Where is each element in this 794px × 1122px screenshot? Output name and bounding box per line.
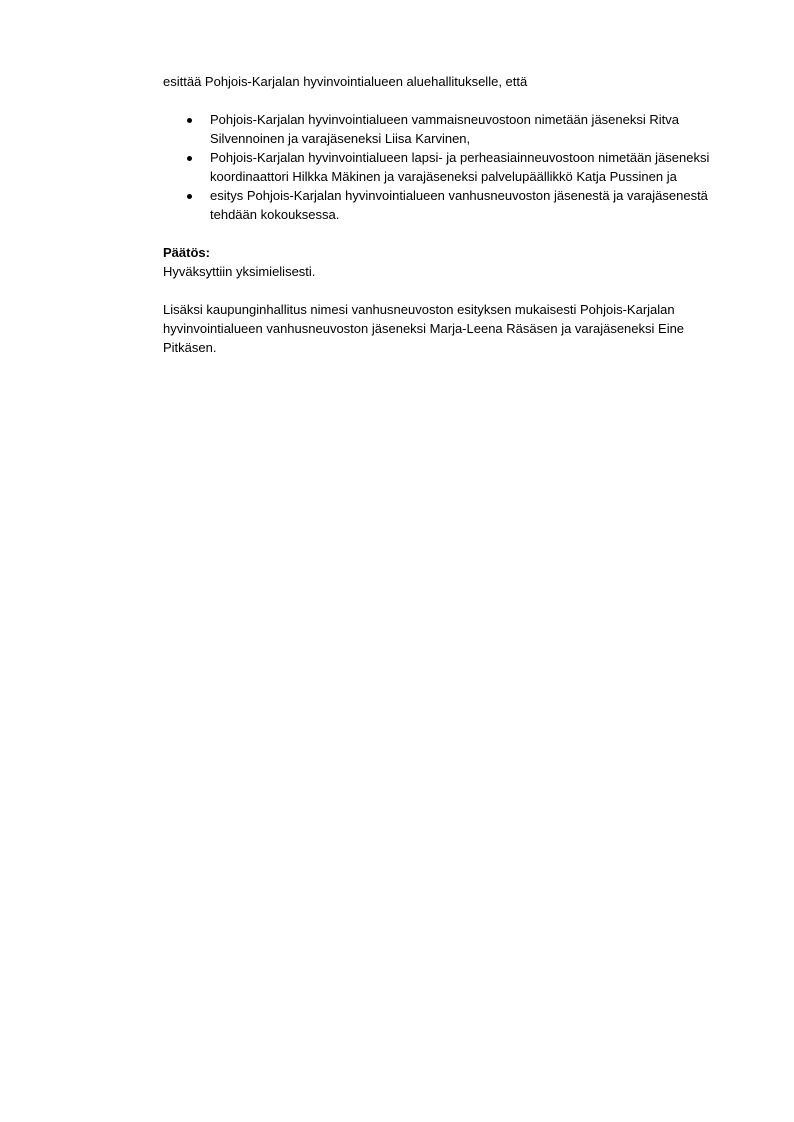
list-item	[163, 110, 733, 148]
bullet-icon	[187, 156, 192, 161]
list-item-text: Pohjois-Karjalan hyvinvointialueen lapsi- ja perheasiainneuvostoon nimetään jäseneksi koordinaattori Hilkka Mäkinen ja varajäseneksi palvelupäällikkö Katja Pussinen ja	[210, 150, 710, 184]
list-item	[163, 148, 733, 186]
bullet-icon	[187, 194, 192, 199]
list-item	[163, 186, 733, 224]
decision-text: Hyväksyttiin yksimielisesti.	[163, 264, 316, 279]
proposal-list	[163, 110, 733, 224]
additional-paragraph: Lisäksi kaupunginhallitus nimesi vanhusneuvoston esityksen mukaisesti Pohjois-Karjalan hyvinvointialueen vanhusneuvoston jäseneksi Marja-Leena Räsäsen ja varajäseneksi Eine Pitkäsen.	[163, 302, 685, 355]
bullet-icon	[187, 118, 192, 123]
document-body	[163, 72, 733, 357]
list-item-text: esitys Pohjois-Karjalan hyvinvointialueen vanhusneuvoston jäsenestä ja varajäsenestä tehdään kokouksessa.	[210, 188, 708, 222]
decision-heading: Päätös:	[163, 245, 210, 260]
list-item-text: Pohjois-Karjalan hyvinvointialueen vammaisneuvostoon nimetään jäseneksi Ritva Silvennoinen ja varajäseneksi Liisa Karvinen,	[210, 112, 679, 146]
intro-paragraph: esittää Pohjois-Karjalan hyvinvointialueen aluehallitukselle, että	[163, 74, 528, 89]
